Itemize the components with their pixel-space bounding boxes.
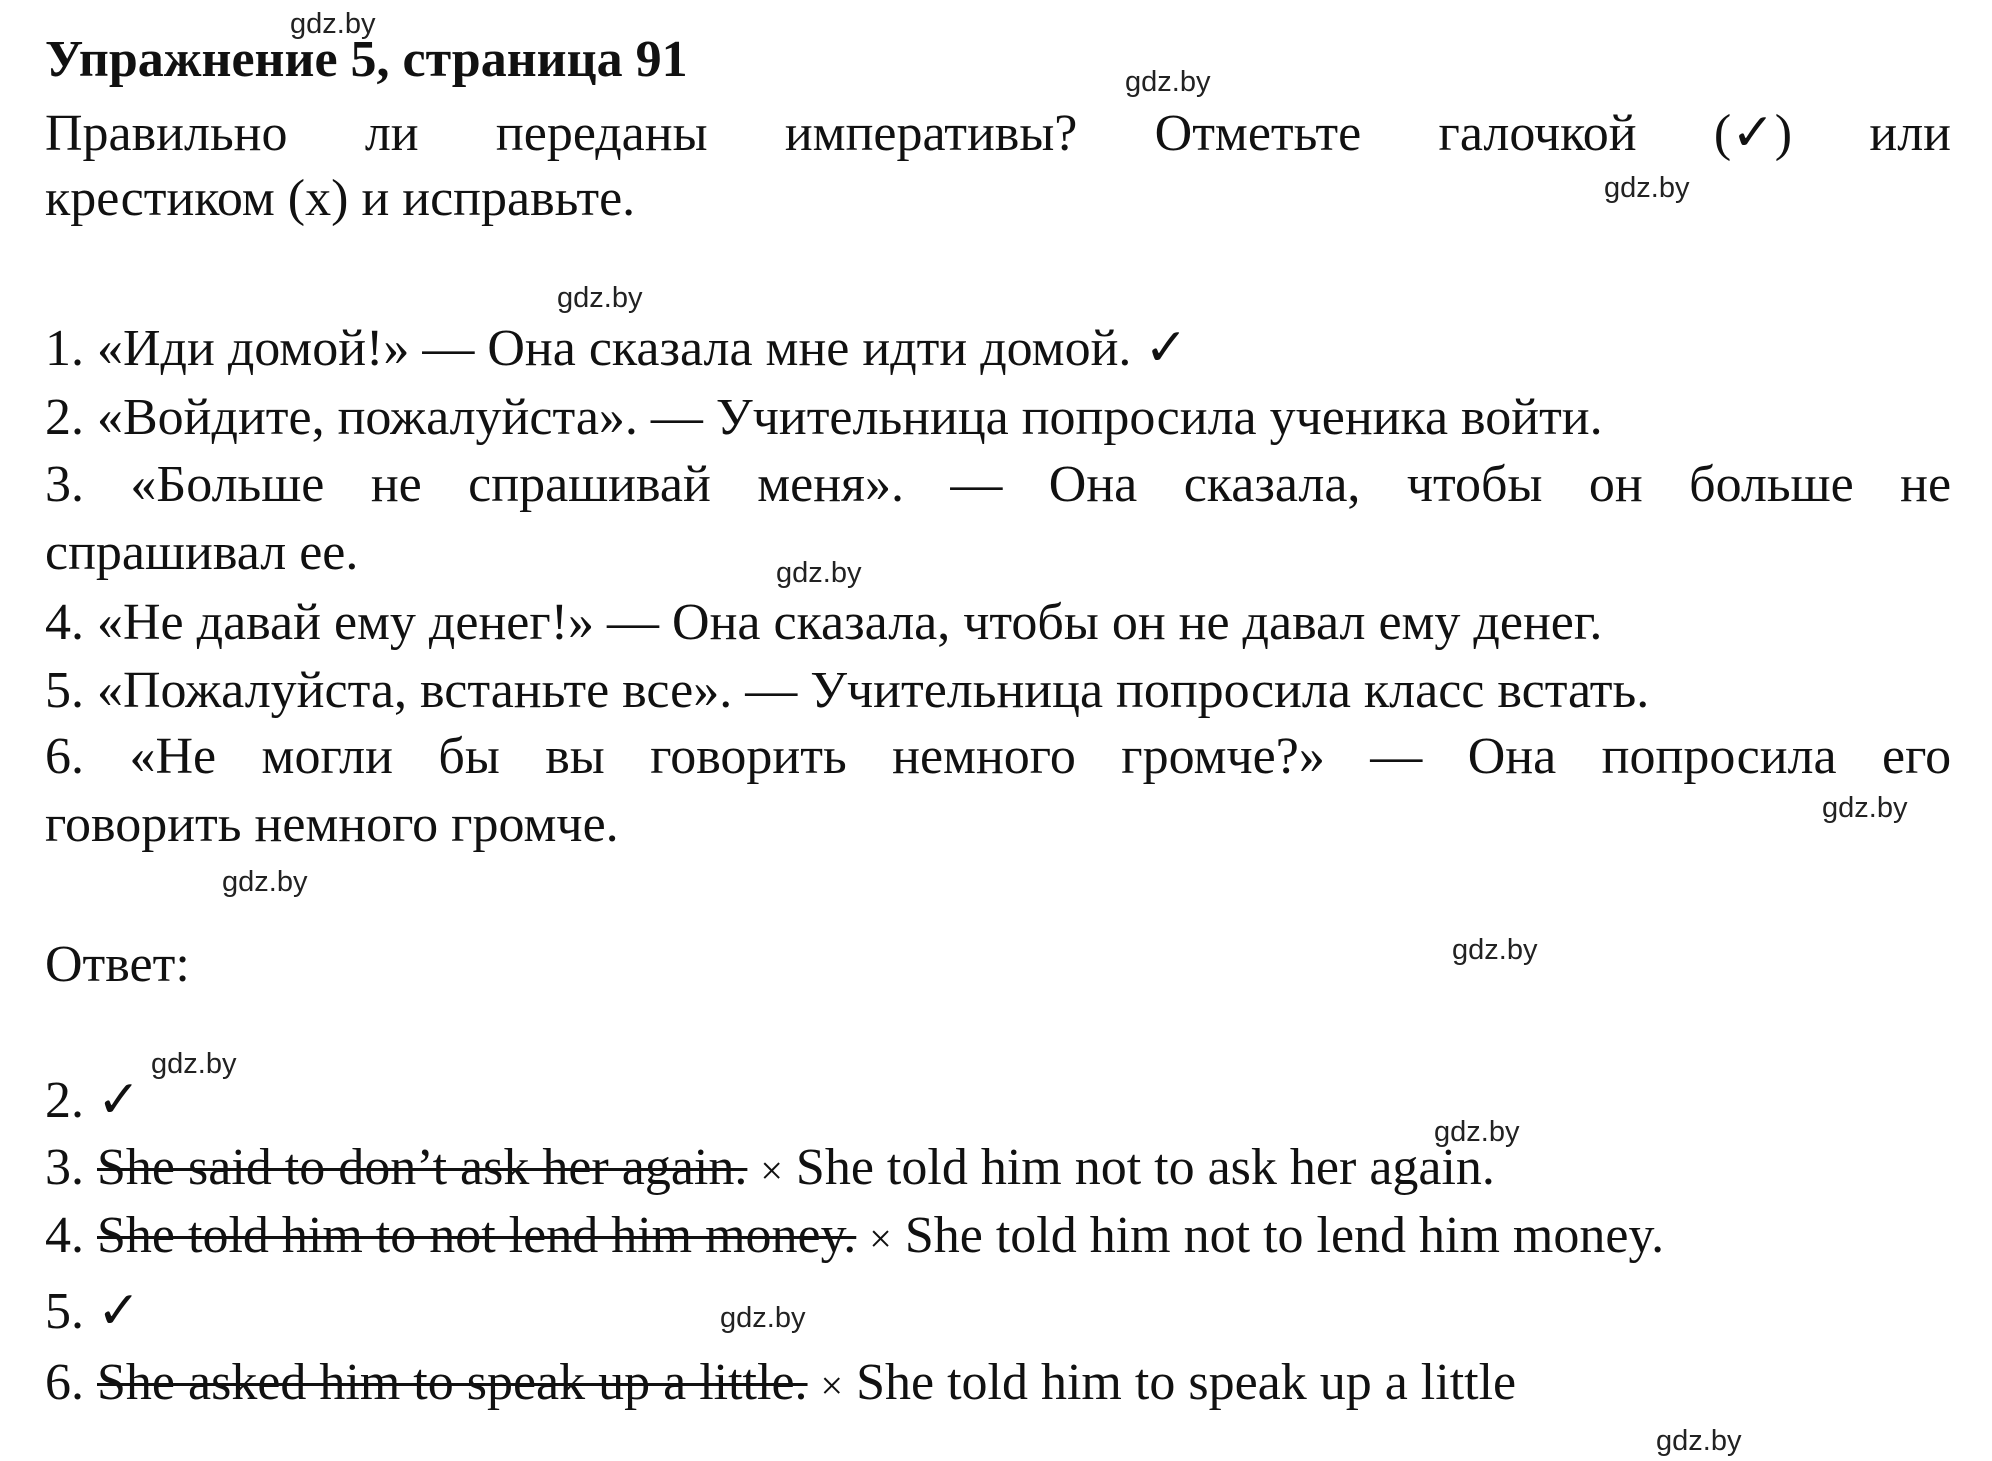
cross-icon: ×: [869, 1216, 892, 1261]
exercise-item-6-line-2: говорить немного громче.: [45, 796, 619, 853]
answer-label: Ответ:: [45, 936, 190, 993]
watermark: gdz.by: [1125, 66, 1211, 98]
watermark: gdz.by: [776, 557, 862, 589]
exercise-item-3-line-1: 3. «Больше не спрашивай меня». — Она сказала, чтобы он больше не: [45, 456, 1952, 513]
watermark: gdz.by: [557, 282, 643, 314]
answer-4: [45, 1205, 1664, 1270]
exercise-item-4: 4. «Не давай ему денег!» — Она сказала, чтобы он не давал ему денег.: [45, 594, 1603, 651]
wrong-answer: She told him to not lend him money.: [97, 1207, 857, 1264]
correct-answer: She told him to speak up a little: [856, 1354, 1517, 1411]
task-line-1: Правильно ли переданы императивы? Отметьте галочкой (✓) или: [45, 105, 1952, 162]
watermark: gdz.by: [290, 8, 376, 40]
answer-number: 6.: [45, 1354, 84, 1411]
checkmark-icon: ✓: [97, 1072, 141, 1129]
watermark: gdz.by: [720, 1302, 806, 1334]
answer-5: [45, 1281, 141, 1343]
wrong-answer: She asked him to speak up a little.: [97, 1354, 808, 1411]
cross-icon: ×: [820, 1363, 844, 1408]
answer-2: [45, 1070, 141, 1132]
watermark: gdz.by: [1434, 1116, 1520, 1148]
wrong-answer: She said to don’t ask her again.: [97, 1139, 748, 1196]
answer-3: [45, 1137, 1495, 1202]
exercise-item-6-line-1: 6. «Не могли бы вы говорить немного громче?» — Она попросила его: [45, 728, 1952, 785]
task-line-2: крестиком (х) и исправьте.: [45, 170, 636, 227]
watermark: gdz.by: [1822, 792, 1908, 824]
exercise-item-1: 1. «Иди домой!» — Она сказала мне идти домой. ✓: [45, 320, 1188, 377]
watermark: gdz.by: [151, 1048, 237, 1080]
answer-number: 2.: [45, 1072, 84, 1129]
checkmark-icon: ✓: [97, 1283, 141, 1340]
page-title: Упражнение 5, страница 91: [45, 31, 688, 88]
answer-number: 5.: [45, 1283, 84, 1340]
answer-6: [45, 1352, 1516, 1417]
watermark: gdz.by: [222, 866, 308, 898]
exercise-item-5: 5. «Пожалуйста, встаньте все». — Учительница попросила класс встать.: [45, 662, 1650, 719]
watermark: gdz.by: [1452, 934, 1538, 966]
watermark: gdz.by: [1604, 172, 1690, 204]
correct-answer: She told him not to lend him money.: [904, 1207, 1665, 1264]
correct-answer: She told him not to ask her again.: [795, 1139, 1495, 1196]
watermark: gdz.by: [1656, 1425, 1742, 1457]
exercise-item-3-line-2: спрашивал ее.: [45, 524, 359, 581]
answer-number: 3.: [45, 1139, 84, 1196]
cross-icon: ×: [760, 1148, 783, 1193]
exercise-item-2: 2. «Войдите, пожалуйста». — Учительница попросила ученика войти.: [45, 389, 1603, 446]
answer-number: 4.: [45, 1207, 84, 1264]
